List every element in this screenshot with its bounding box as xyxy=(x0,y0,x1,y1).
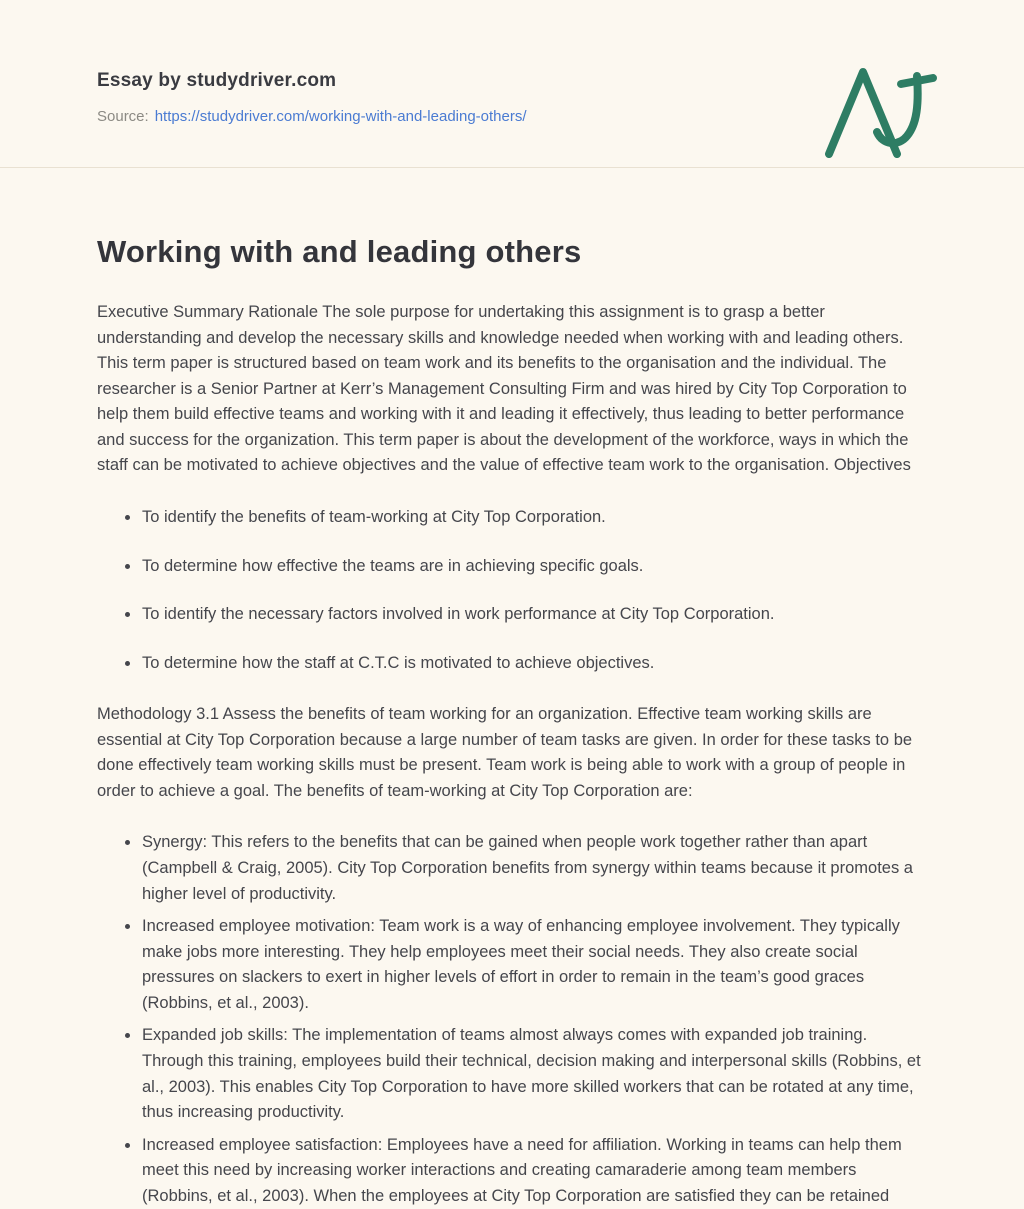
bullet-dot-icon xyxy=(125,1143,130,1148)
essay-article xyxy=(97,168,927,1209)
bullet-dot-icon xyxy=(125,564,130,569)
source-url-link[interactable]: https://studydriver.com/working-with-and-leading-others/ xyxy=(154,108,527,125)
objective-text: To determine how effective the teams are in achieving specific goals. xyxy=(142,556,644,575)
list-item xyxy=(125,602,927,628)
bullet-dot-icon xyxy=(125,661,130,666)
source-line xyxy=(97,108,927,125)
paragraph-executive-summary: Executive Summary Rationale The sole purpose for undertaking this assignment is to grasp a better understanding and develop the necessary skills and knowledge needed when working with and leading others. This term paper is structured based on team work and its benefits to the organisation and the individual. The researcher is a Senior Partner at Kerr’s Management Consulting Firm and was hired by City Top Corporation to help them build effective teams and working with it and leading it effectively, thus leading to better performance and success for the organization. This term paper is about the development of the workforce, ways in which the staff can be motivated to achieve objectives and the value of effective team work to the organisation. Objectives xyxy=(97,303,911,475)
list-item xyxy=(125,554,927,580)
objective-text: To identify the necessary factors involved in work performance at City Top Corporation. xyxy=(142,605,775,624)
list-item xyxy=(125,1023,927,1125)
benefit-text: Expanded job skills: The implementation of teams almost always comes with expanded job training. Through this training, employees build their technical, decision making and interpersonal skills (Robbins, et al., 2003). This enables City Top Corporation to have more skilled workers that can be rotated at any time, thus increasing productivity. xyxy=(142,1026,921,1122)
list-item xyxy=(125,830,927,907)
paragraph-methodology: Methodology 3.1 Assess the benefits of team working for an organization. Effective team working skills are essential at City Top Corporation because a large number of team tasks are given. In order for these tasks to be done effectively team working skills must be present. Team work is being able to work with a group of people in order to achieve a goal. The benefits of team-working at City Top Corporation are: xyxy=(97,705,913,800)
bullet-dot-icon xyxy=(125,1033,130,1038)
bullet-dot-icon xyxy=(125,840,130,845)
list-item xyxy=(125,914,927,1016)
list-item xyxy=(125,1133,927,1209)
source-label: Source: xyxy=(97,108,149,125)
essay-by-heading: Essay by studydriver.com xyxy=(97,70,337,91)
page-title: Working with and leading others xyxy=(97,234,582,269)
benefit-text: Increased employee satisfaction: Employees have a need for affiliation. Working in teams can help them meet this need by increasing worker interactions and creating camaraderie among team members (Robbins, et al., 2003). When the employees at City Top Corporation are satisfied they can be retained xyxy=(142,1135,902,1205)
page-header xyxy=(0,0,1024,168)
objective-text: To identify the benefits of team-working at City Top Corporation. xyxy=(142,507,606,526)
studydriver-logo-icon xyxy=(821,62,939,160)
bullet-dot-icon xyxy=(125,924,130,929)
list-item xyxy=(125,651,927,677)
benefits-list xyxy=(97,830,927,1209)
objective-text: To determine how the staff at C.T.C is motivated to achieve objectives. xyxy=(142,653,655,672)
objectives-list xyxy=(97,505,927,676)
bullet-dot-icon xyxy=(125,612,130,617)
benefit-text: Synergy: This refers to the benefits that can be gained when people work together rather than apart (Campbell & Craig, 2005). City Top Corporation benefits from synergy within teams because it promotes a higher level of productivity. xyxy=(142,833,913,903)
list-item xyxy=(125,505,927,531)
bullet-dot-icon xyxy=(125,515,130,520)
benefit-text: Increased employee motivation: Team work is a way of enhancing employee involvement. They typically make jobs more interesting. They help employees meet their social needs. They also create social pressures on slackers to exert in higher levels of effort in order to remain in the team’s good graces (Robbins, et al., 2003). xyxy=(142,917,900,1012)
